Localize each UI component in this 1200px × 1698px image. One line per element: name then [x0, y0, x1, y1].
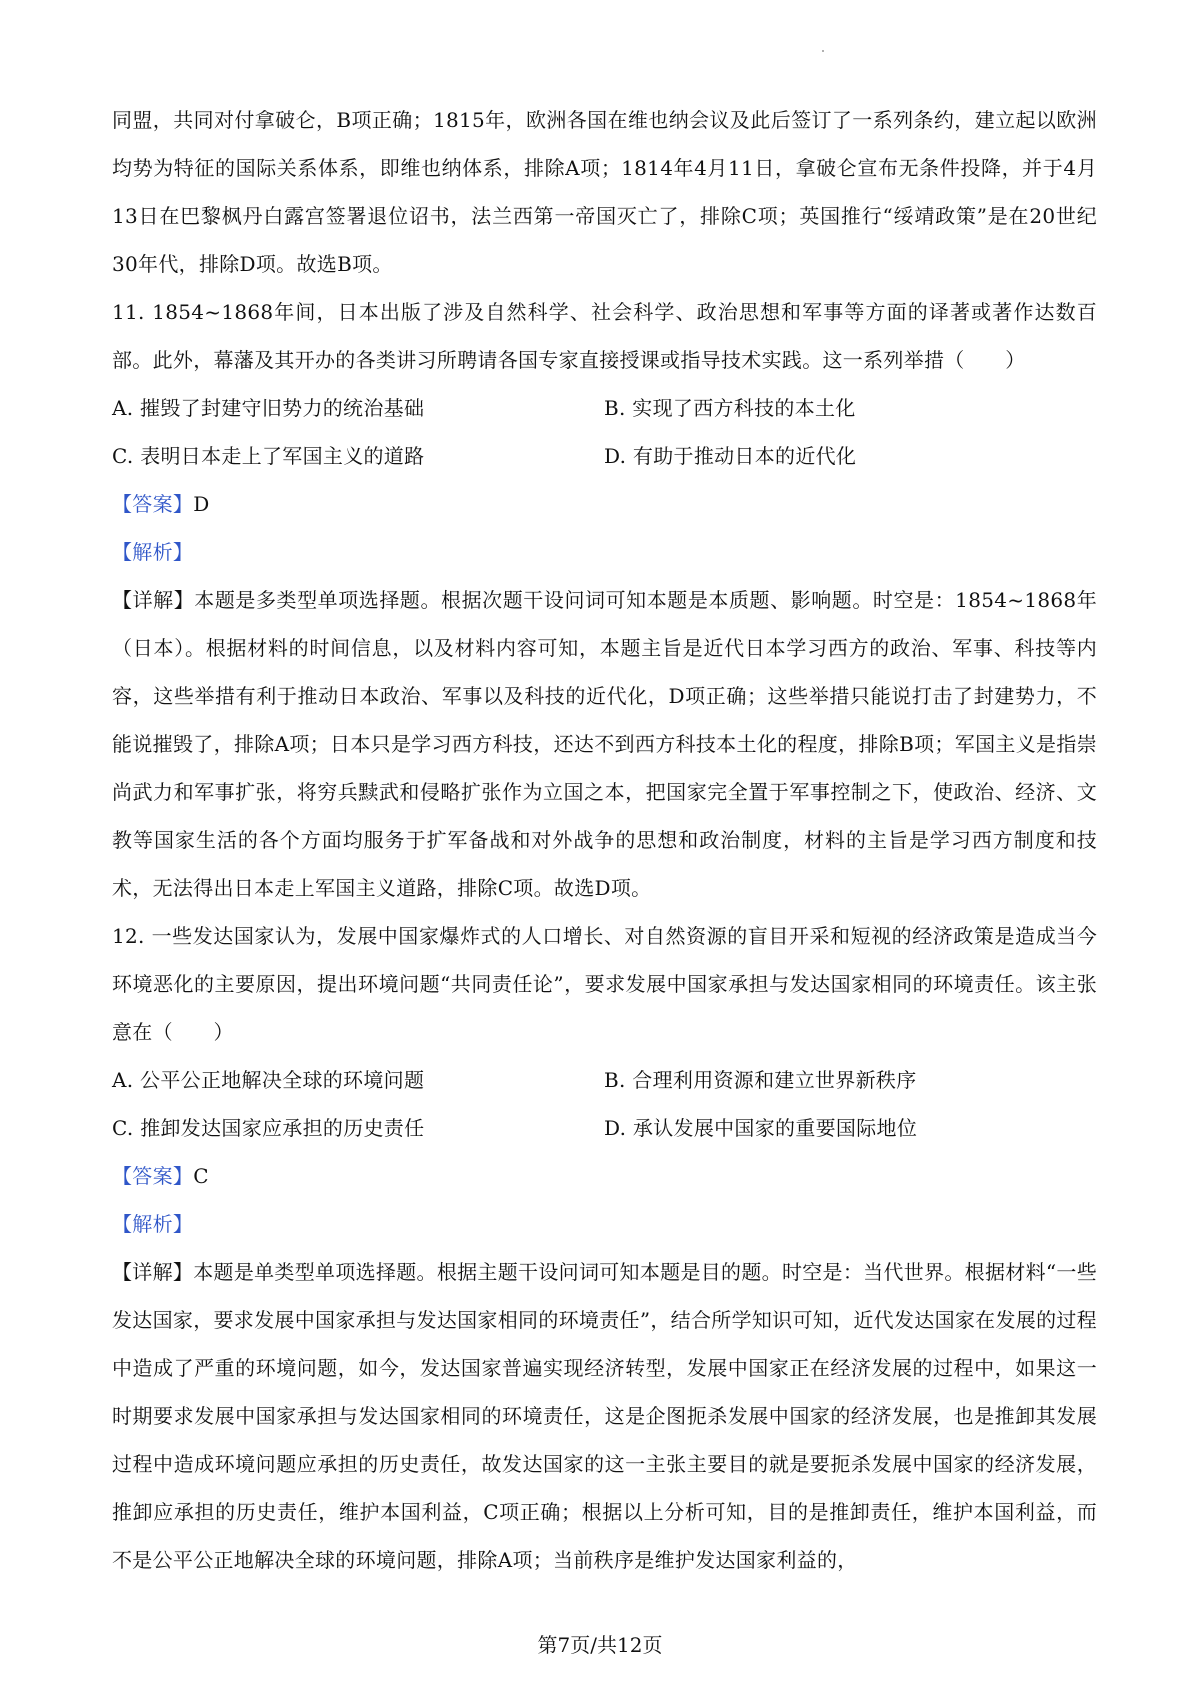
scan-speck — [822, 50, 824, 52]
option-grid — [112, 384, 1097, 480]
answer-line — [112, 1152, 1097, 1200]
option-d: D. 承认发展中国家的重要国际地位 — [604, 1116, 918, 1140]
question-stem: 12. 一些发达国家认为，发展中国家爆炸式的人口增长、对自然资源的盲目开采和短视的经济政策是造成当今环境恶化的主要原因，提出环境问题“共同责任论”，要求发展中国家承担与发达国家相同的环境责任。该主张意在（ ） — [112, 924, 1097, 1044]
prev-analysis-tail: 同盟，共同对付拿破仑，B项正确；1815年，欧洲各国在维也纳会议及此后签订了一系列条约，建立起以欧洲均势为特征的国际关系体系，即维也纳体系，排除A项；1814年4月11日，拿破仑宣布无条件投降，并于4月13日在巴黎枫丹白露宫签署退位诏书，法兰西第一帝国灭亡了，排除C项；英国推行“绥靖政策”是在20世纪30年代，排除D项。故选B项。 — [112, 108, 1097, 276]
analysis-tag: 【解析】 — [112, 540, 194, 564]
detail-text: 本题是单类型单项选择题。根据主题干设问词可知本题是目的题。时空是：当代世界。根据材料“一些发达国家，要求发展中国家承担与发达国家相同的环境责任”，结合所学知识可知，近代发达国家在发展的过程中造成了严重的环境问题，如今，发达国家普遍实现经济转型，发展中国家正在经济发展的过程中，如果这一时期要求发展中国家承担与发达国家相同的环境责任，这是企图扼杀发展中国家的经济发展，也是推卸其发展过程中造成环境问题应承担的历史责任，故发达国家的这一主张主要目的就是要扼杀发展中国家的经济发展， 推卸应承担的历史责任，维护本国利益，C项正确；根据以上分析可知，目的是推卸责任，维护本国利益，而不是公平公正地解决全球的环境问题，排除A项；当前秩序是维护发达国家利益的， — [112, 1260, 1097, 1572]
option-b: B. 实现了西方科技的本土化 — [604, 396, 856, 420]
detail-tag: 【详解】 — [112, 588, 195, 612]
option-c: C. 表明日本走上了军国主义的道路 — [112, 444, 425, 468]
question-12 — [112, 912, 1097, 1584]
analysis-line — [112, 528, 1097, 576]
page-footer: 第7页/共12页 — [537, 1633, 663, 1657]
question-11 — [112, 288, 1097, 912]
option-a: A. 公平公正地解决全球的环境问题 — [112, 1068, 425, 1092]
option-grid — [112, 1056, 1097, 1152]
answer-value: D — [193, 492, 210, 516]
question-stem: 11. 1854~1868年间，日本出版了涉及自然科学、社会科学、政治思想和军事等方面的译著或著作达数百部。此外，幕藩及其开办的各类讲习所聘请各国专家直接授课或指导技术实践。这一系列举措（ ） — [112, 300, 1097, 372]
analysis-line — [112, 1200, 1097, 1248]
option-c: C. 推卸发达国家应承担的历史责任 — [112, 1116, 425, 1140]
page-content — [112, 96, 1097, 1584]
option-a: A. 摧毁了封建守旧势力的统治基础 — [112, 396, 425, 420]
analysis-tag: 【解析】 — [112, 1212, 194, 1236]
detail-text: 本题是多类型单项选择题。根据次题干设问词可知本题是本质题、影响题。时空是：1854~1868年（日本）。根据材料的时间信息，以及材料内容可知，本题主旨是近代日本学习西方的政治、军事、科技等内容，这些举措有利于推动日本政治、军事以及科技的近代化，D项正确；这些举措只能说打击了封建势力，不能说摧毁了，排除A项；日本只是学习西方科技，还达不到西方科技本土化的程度，排除B项；军国主义是指崇尚武力和军事扩张，将穷兵黩武和侵略扩张作为立国之本，把国家完全置于军事控制之下，使政治、经济、文教等国家生活的各个方面均服务于扩军备战和对外战争的思想和政治制度，材料的主旨是学习西方制度和技术，无法得出日本走上军国主义道路，排除C项。故选D项。 — [112, 588, 1097, 900]
detail-paragraph — [112, 576, 1097, 912]
detail-paragraph — [112, 1248, 1097, 1584]
answer-tag: 【答案】 — [112, 492, 194, 516]
option-b: B. 合理利用资源和建立世界新秩序 — [604, 1068, 917, 1092]
answer-tag: 【答案】 — [112, 1164, 194, 1188]
option-d: D. 有助于推动日本的近代化 — [604, 444, 857, 468]
answer-value: C — [193, 1164, 209, 1188]
detail-tag: 【详解】 — [112, 1260, 194, 1284]
answer-line — [112, 480, 1097, 528]
